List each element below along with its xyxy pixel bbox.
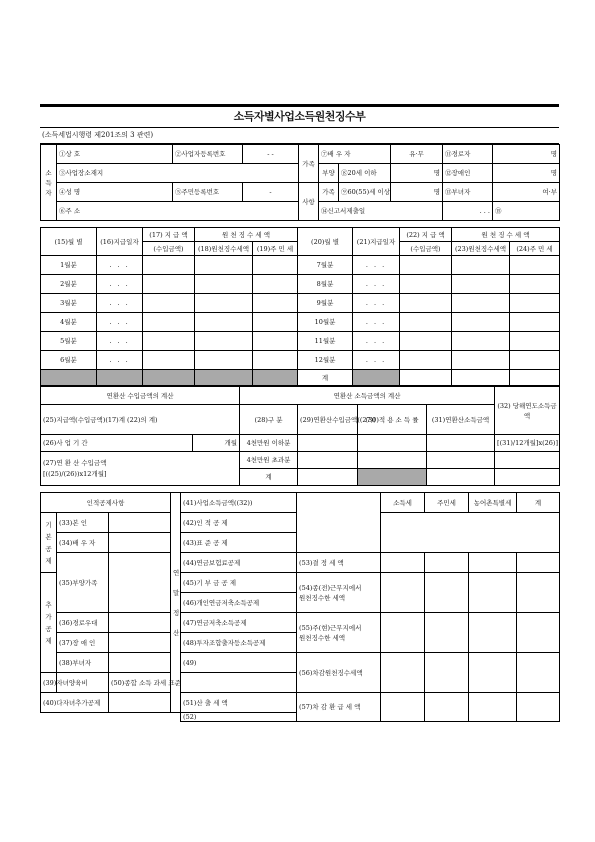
col30-label: (30)적 용 소 득 률 (358, 405, 427, 435)
resident-tax-header-2: (24)주 민 세 (510, 242, 560, 256)
pay-date-header: (16)지급일자 (97, 228, 143, 256)
address-label: ⑥주 소 (57, 202, 299, 221)
pay-amount-cell-2 (400, 332, 452, 351)
resident-tax-cell-2 (510, 275, 560, 294)
r42: (42)인 적 공 제 (181, 513, 297, 533)
income-tax-header: (18)원천징수세액 (195, 242, 253, 256)
month-label-2: 11월분 (298, 332, 353, 351)
empty-cell (109, 553, 171, 613)
trade-name-label: ①상 호 (57, 145, 173, 164)
monthly-table (40, 227, 560, 386)
empty-cell (469, 653, 517, 693)
month-row (41, 313, 560, 332)
disabled-label: (37)장 애 인 (57, 633, 109, 653)
r49: (49) (181, 653, 297, 673)
month-header-2: (20)월 별 (298, 228, 353, 256)
empty-cell (517, 653, 560, 693)
r48: (48)투자조합출자등소득공제 (181, 633, 297, 653)
r55-label-b: 원천징수한 세액 (299, 633, 346, 642)
multi-child-label: (40)다자녀추가공제 (41, 693, 109, 713)
income-tax-cell (195, 256, 253, 275)
total-cell-shaded (41, 370, 97, 386)
col29-label: (29)연환산수입금액((27)) (298, 405, 358, 435)
month-label: 1월분 (41, 256, 97, 275)
business-reg-label: ②사업자등록번호 (173, 145, 243, 164)
month-label-2: 10월분 (298, 313, 353, 332)
resident-tax-cell (253, 351, 298, 370)
annualized-income-header: 연환산 수입금액의 계산 (41, 387, 240, 405)
r52: (52) (181, 713, 297, 722)
r47: (47)연금저축소득공제 (181, 613, 297, 633)
month-row (41, 294, 560, 313)
resident-tax-cell (253, 256, 298, 275)
tax-group-header-2: 원 천 징 수 세 액 (452, 228, 560, 242)
business-reg-value: - - (243, 145, 299, 164)
income-tax-cell-2 (452, 256, 510, 275)
pay-amount-cell (143, 332, 195, 351)
pay-date-value: . . . (97, 256, 143, 275)
pay-date-value-2: . . . (353, 351, 400, 370)
row-below-40m: 4천만원 이하분 (240, 435, 298, 452)
empty-cell (381, 573, 425, 613)
r44: (44)연금보험료공제 (181, 553, 297, 573)
filing-date-value: . . . (443, 202, 493, 221)
empty-cell (469, 553, 517, 573)
women-label: (38)부녀자 (57, 653, 109, 673)
month-label: 5월분 (41, 332, 97, 351)
empty-cell (425, 573, 469, 613)
filing-date-label: ⑭신고서제출일 (319, 202, 443, 221)
empty-cell (109, 633, 171, 653)
disabled-unit: 명 (493, 164, 560, 183)
under20-label: ⑧20세 이하 (339, 164, 391, 183)
month-label-2: 9월분 (298, 294, 353, 313)
personal-deduction-header: 인적공제사항 (41, 493, 171, 513)
empty-cell (297, 493, 381, 553)
r57: (57)차 감 환 급 세 액 (297, 693, 381, 722)
r43: (43)표 준 공 제 (181, 533, 297, 553)
childcare-label: (39)자녀양육비 (41, 673, 57, 693)
month-header: (15)월 별 (41, 228, 97, 256)
empty-cell (109, 533, 171, 553)
pay-amount-cell-2 (400, 294, 452, 313)
resident-tax-cell-2 (510, 332, 560, 351)
resident-tax-cell-2 (510, 351, 560, 370)
extra-label: ⑮ (493, 202, 560, 221)
month-label-2: 8월분 (298, 275, 353, 294)
r55-cell (297, 613, 381, 653)
month-label-2: 12월분 (298, 351, 353, 370)
empty-cell (381, 553, 425, 573)
empty-cell (495, 469, 560, 486)
empty-cell (298, 452, 358, 469)
empty-cell (425, 653, 469, 693)
empty-cell (425, 693, 469, 722)
r53: (53)결 정 세 액 (297, 553, 381, 573)
empty-cell (358, 435, 427, 452)
dependents-label: (35)부양가족 (57, 553, 109, 613)
resident-tax-cell-2 (510, 256, 560, 275)
elderly-label: ⑪경로자 (443, 145, 493, 164)
pay-date-value: . . . (97, 313, 143, 332)
col32-formula: [(31)/12개월]x(26)] (495, 435, 560, 452)
basic-deduction-label: 기본공제 (41, 513, 57, 573)
self-label: (33)본 인 (57, 513, 109, 533)
income-tax-cell-2 (452, 313, 510, 332)
month-row (41, 256, 560, 275)
empty-cell (109, 613, 171, 633)
col32-label: (32) 당해연도소득금액 (497, 401, 557, 420)
total-amount-cell (400, 370, 452, 386)
tax-group-header: 원 천 징 수 세 액 (195, 228, 298, 242)
elderly-label: (36)경로우대 (57, 613, 109, 633)
household-label: 가족 (319, 183, 339, 202)
pay-date-value: . . . (97, 275, 143, 294)
col26-label: (26)사 업 기 간 (41, 435, 193, 452)
resident-tax-cell-2 (510, 294, 560, 313)
pay-date-value: . . . (97, 351, 143, 370)
pay-amount-cell (143, 294, 195, 313)
income-tax-cell (195, 313, 253, 332)
pay-amount-sub: (수입금액) (143, 242, 195, 256)
income-tax-cell-2 (452, 332, 510, 351)
col27-label: (27)연 환 산 수입금액 (43, 458, 107, 467)
extra-deduction-label: 추가공제 (41, 573, 57, 673)
women-label: ⑬부녀자 (443, 183, 493, 202)
total-resident-cell (510, 370, 560, 386)
pay-date-value-2: . . . (353, 275, 400, 294)
pay-amount-cell-2 (400, 351, 452, 370)
r54-label-b: 원천징수한 세액 (299, 593, 346, 602)
over60-unit: 명 (391, 183, 443, 202)
tax-col-resident: 주민세 (425, 493, 469, 513)
month-label: 4월분 (41, 313, 97, 332)
pay-date-value-2: . . . (353, 256, 400, 275)
empty-cell (298, 469, 358, 486)
income-tax-cell (195, 294, 253, 313)
resident-tax-cell (253, 313, 298, 332)
pay-amount-cell-2 (400, 275, 452, 294)
month-label: 6월분 (41, 351, 97, 370)
women-value: 여·부 (493, 183, 560, 202)
total-tax-cell (452, 370, 510, 386)
row-total: 계 (240, 469, 298, 486)
annualized-table (40, 386, 560, 486)
r54-cell (297, 573, 381, 613)
r55-label-a: (55)주(현)근무지에서 (299, 623, 362, 632)
empty-cell (469, 693, 517, 722)
over60-label: ⑨60(55)세 이상 (339, 183, 391, 202)
dependent-label: 부양 (319, 164, 339, 183)
col28-label: (28)구 분 (240, 405, 298, 435)
empty-cell (517, 573, 560, 613)
total-cell-shaded (143, 370, 195, 386)
total-cell-shaded (353, 370, 400, 386)
spacer (171, 713, 181, 722)
empty-cell (381, 693, 425, 722)
elderly-unit: 명 (493, 145, 560, 164)
pay-date-value: . . . (97, 332, 143, 351)
pay-date-value-2: . . . (353, 294, 400, 313)
empty-cell (381, 653, 425, 693)
empty-cell (427, 452, 495, 469)
total-label: 계 (298, 370, 353, 386)
pay-amount-cell-2 (400, 256, 452, 275)
month-label-2: 7월분 (298, 256, 353, 275)
empty-cell (381, 513, 560, 553)
withholding-ledger-form (40, 104, 559, 722)
empty-cell (358, 452, 427, 469)
family-side-label-1: 가족 (299, 145, 319, 183)
total-cell-shaded (97, 370, 143, 386)
r45: (45)기 부 금 공 제 (181, 573, 297, 593)
settlement-table (40, 492, 560, 722)
col27-cell (41, 452, 240, 486)
pay-amount-cell (143, 351, 195, 370)
tax-col-total: 계 (517, 493, 560, 513)
family-side-label-2: 사항 (299, 183, 319, 221)
income-tax-cell (195, 275, 253, 294)
month-label: 3월분 (41, 294, 97, 313)
col25-label: (25)지급액(수입금액)(17)계 (22)의 계) (41, 405, 240, 435)
pay-date-value-2: . . . (353, 313, 400, 332)
empty-cell (517, 613, 560, 653)
spouse-value: 유·무 (391, 145, 443, 164)
pay-date-value-2: . . . (353, 332, 400, 351)
empty-cell (109, 693, 171, 713)
legal-reference: (소득세법시행령 제201조의 3 관련) (40, 128, 559, 144)
month-row (41, 351, 560, 370)
spouse-label: (34)배 우 자 (57, 533, 109, 553)
pay-amount-sub-2: (수입금액) (400, 242, 452, 256)
resident-tax-cell (253, 275, 298, 294)
row-above-40m: 4천만원 초과분 (240, 452, 298, 469)
empty-cell (469, 613, 517, 653)
empty-cell (495, 452, 560, 469)
empty-cell (381, 613, 425, 653)
pay-amount-header-2: (22) 지 급 액 (400, 228, 452, 242)
total-cell-shaded (253, 370, 298, 386)
empty-cell (517, 693, 560, 722)
spouse-label: ⑦배 우 자 (319, 145, 391, 164)
tax-col-income: 소득세 (381, 493, 425, 513)
pay-amount-header: (17) 지 급 액 (143, 228, 195, 242)
pay-date-header-2: (21)지급일자 (353, 228, 400, 256)
total-cell-shaded (195, 370, 253, 386)
empty-cell (425, 553, 469, 573)
r51: (51)산 출 세 액 (181, 693, 297, 713)
pay-date-value: . . . (97, 294, 143, 313)
r56: (56)차감원천징수세액 (297, 653, 381, 693)
business-address-label: ③사업장소재지 (57, 164, 299, 183)
shaded-cell (358, 469, 427, 486)
empty-cell (298, 435, 358, 452)
empty-cell (109, 653, 171, 673)
pay-amount-cell (143, 256, 195, 275)
income-tax-cell (195, 332, 253, 351)
resident-tax-cell-2 (510, 313, 560, 332)
name-label: ④성 명 (57, 183, 173, 202)
income-tax-cell-2 (452, 351, 510, 370)
empty-cell (427, 469, 495, 486)
month-label: 2월분 (41, 275, 97, 294)
resident-tax-cell (253, 332, 298, 351)
col26-unit: 개월 (193, 435, 240, 452)
tax-col-farm: 농어촌특별세 (469, 493, 517, 513)
resident-tax-header: (19)주 민 세 (253, 242, 298, 256)
settlement-side-label: 연말정산 (171, 493, 181, 713)
empty-cell (427, 435, 495, 452)
month-row (41, 332, 560, 351)
empty-cell (517, 553, 560, 573)
r54-label-a: (54)종(전)근무지에서 (299, 583, 362, 592)
empty-cell (425, 613, 469, 653)
income-tax-cell-2 (452, 294, 510, 313)
under20-unit: 명 (391, 164, 443, 183)
r41: (41)사업소득금액((32)) (181, 493, 297, 513)
col32-header (495, 387, 560, 435)
r46: (46)개인연금저축소득공제 (181, 593, 297, 613)
pay-amount-cell (143, 275, 195, 294)
income-tax-cell (195, 351, 253, 370)
empty-cell (469, 573, 517, 613)
spacer (41, 713, 171, 722)
empty-cell (109, 513, 171, 533)
r50: (50)종합 소득 과세 표준 (109, 673, 171, 693)
col27-formula: [((25)/(26))x12개월] (43, 469, 107, 478)
form-title: 소득자별사업소득원천징수부 (40, 104, 559, 128)
pay-amount-cell (143, 313, 195, 332)
resident-reg-value: - (243, 183, 299, 202)
earner-info-table (40, 144, 560, 221)
income-tax-header-2: (23)원천징수세액 (452, 242, 510, 256)
resident-reg-label: ⑤주민등록번호 (173, 183, 243, 202)
income-tax-cell-2 (452, 275, 510, 294)
earner-side-label: 소득자 (41, 145, 57, 221)
annualized-tax-header: 연환산 소득금액의 계산 (240, 387, 495, 405)
resident-tax-cell (253, 294, 298, 313)
pay-amount-cell-2 (400, 313, 452, 332)
disabled-label: ⑫장애인 (443, 164, 493, 183)
month-row (41, 275, 560, 294)
col31-label: (31)연환산소득금액 (427, 405, 495, 435)
